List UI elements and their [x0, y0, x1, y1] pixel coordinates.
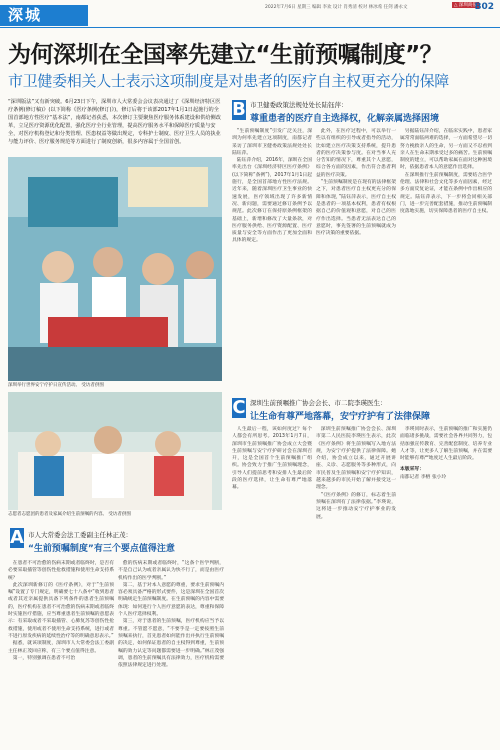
section-a-col2 — [118, 560, 224, 669]
paragraph: 深圳生前预嘱推广协会会长、深圳市第二人民医院李瑛医生表示，此次《医疗条例》将生前预嘱写入地方法规，为安宁疗护提供了法律保障。她介绍，协会成立以来，通过开展讲座、义诊、志愿服务等多种形式，向市民普及生前预嘱和安宁疗护知识，越来越多的市民开始了解并接受这一理念。 — [316, 427, 396, 491]
section-b-col2 — [316, 128, 396, 378]
paragraph: 在患者不可治愈的伤病末期或者临终时，是否有必要采取插管等创伤性抢救措施和使用生命支持系统？ — [8, 561, 114, 581]
paragraph: 人生最后一程，该如何度过？每个人都会有所思考。2013年1月7日，深圳市生前预嘱推广协会成立大会暨生前预嘱与安宁疗护研讨会在深圳召开，这是全国首个生前预嘱推广组织。协会致力于推广生前预嘱理念，引导人们提前思考和安排人生最后阶段的医疗选择，让生命有尊严地落幕。 — [232, 427, 312, 491]
section-b-letter: B — [232, 99, 246, 120]
paragraph: “生前预嘱制度”引发广泛关注，深圳为何率先建立这项制度，南都记者采访了深圳市卫健委政策法规处处长陆钰萍。 — [232, 129, 312, 156]
paragraph: 李瑛同时表示，生前预嘱的推广和实施仍面临诸多挑战，需要社会各界共同努力，包括加强宣传教育、完善配套制度、培养专业人才等，让更多人了解生前预嘱，并在需要时能够有尊严地度过人生最后阶段。 — [400, 427, 492, 462]
paragraph: 在深圳推行生前预嘱制度，需要结合医学伦理、法律和社会文化等多方面因素，经过多方面反复论证，才能在条例中作出相应的规定。陆钰萍表示，下一步将会同相关部门，进一步完善配套措施，推动生前预嘱制度落地实施，切实保障患者的医疗自主权。 — [400, 172, 492, 215]
paragraph: 第二，基于对本人意愿的尊重，要求生前预嘱内容必须具备严格的形式要件，这是深圳在全国首次明确规定生前预嘱制度。在生前预嘱的内容中需要体现：如何进行个人医疗意愿的表达，尊重和保障个人医疗选择权利。 — [118, 582, 224, 618]
photo2-caption: 志愿者志愿团的患者及家属介绍生前预嘱的内容。 受访者供图 — [8, 512, 131, 517]
issue-line: 2022年7月6日 星期三 编辑 李欢 设计 肖秀清 校对 林冰希 任剑 潘永文 — [265, 5, 408, 10]
page-subhead: 市卫健委相关人士表示这项制度是对患者的医疗自主权更充分的保障 — [8, 72, 450, 90]
paragraph: 此外，在医疗过程中，可以举行一些以有组织的引导或者指导的活动，比如建立医疗决策支持系统，提升患者的医疗决策参与度。在对当事人充分告知的情况下，尊重其个人意愿，综合各方面的因素，作出符合患者利益的医疗决策。 — [316, 129, 396, 178]
lead-paragraph: “深圳版法”又有新突破。6月23日下午，深圳市人大常委会会议表决通过了《深圳经济特区医疗条例(修订稿)》(以下简称《医疗条例(修订)》)，修订后将于该部2017年1月1日起施行的全国首部地方性医疗“基本法”，南都记者获悉，本次修订主要聚焦医疗服务体系建设和供给侧改革，立足医疗资源优化配置，强化医疗全行业管理，提高医疗服务水平和保障医疗质量与安全，对医疗机构登记和分类管理、医患权益等做出规定，专科护士制度、医疗卫生人员的执业与能力评价、医疗服务规范等方面进行了制度创新，很多内容属于全国首创。 — [8, 99, 221, 145]
photo-volunteers — [8, 392, 222, 510]
paragraph: “生前预嘱制度是在现有的法律框架之下，对患者医疗自主权更充分的保障和体现，”陆钰萍表示，医疗自主权是患者的一项基本权利，患者有权根据自己的价值观和意愿，对自己的医疗作出选择。当患者无法表达自己的意愿时，事先签署的生前预嘱就成为医疗决策的重要依据。 — [316, 180, 396, 237]
photo-awareness-event — [8, 157, 222, 381]
masthead — [0, 0, 500, 30]
page-number: B02 — [474, 2, 494, 12]
section-c-col2 — [316, 426, 396, 742]
section-a-kicker: 市人大常委会法工委副主任林正茂： — [28, 531, 132, 539]
photo1-caption: 深圳举行世界安宁疗护日宣传活动。 受访者供图 — [8, 383, 104, 388]
section-c-col1 — [232, 426, 312, 742]
section-b-col1 — [232, 128, 312, 378]
paragraph: 据悉，就该项制度，深圳市人大常委会法工委副主任林正茂回应称，有三个要点值得注意。 — [8, 641, 114, 654]
section-c-title: 让生命有尊严地落幕，安宁疗护有了法律保障 — [250, 412, 431, 422]
paragraph: 另据陆钰萍介绍，在临床实践中，患者家属常常面临两难的选择，一方面希望尽一切努力挽救亲人的生命，另一方面又不忍看到亲人在生命末期承受过多的痛苦。生前预嘱制度的建立，可以帮助家属在面对这种困境时，依据患者本人的意愿作出选择。 — [400, 129, 492, 171]
section-flag: 深城 — [0, 5, 88, 26]
section-c-letter: C — [232, 397, 246, 418]
section-c-heading — [250, 398, 430, 422]
section-a-heading — [28, 530, 175, 554]
paragraph: “《医疗条例》的修订，标志着生前预嘱在深圳有了法律依据。”李瑛说，这将进一步推动安宁疗护事业的发展。 — [316, 492, 396, 520]
byline-label: 本版采写： — [400, 467, 424, 473]
paragraph: 陆钰萍介绍，2016年，深圳在全国率先出台《深圳经济特区医疗条例》(以下简称“条例”)，2017年1月1日起施行，是全国首部地方性医疗法规。近年来，随着深圳医疗卫生事业的快速发展，医疗领域出现了许多新情况、新问题，需要通过修订条例予以规范。此次修订在保持原条例框架的基础上，新增和修改了大量条款，对医疗服务供给、医疗资源配置、医疗质量与安全等方面作出了更加全面和具体的规定。 — [232, 158, 312, 244]
byline — [400, 466, 492, 481]
paper-badge: △ 深圳商报 — [454, 3, 477, 8]
section-a-col1 — [8, 560, 114, 662]
section-c-col3 — [400, 426, 492, 742]
paragraph: 此次深圳新修订的《医疗条例》，对于“生前预嘱”设置了专门规定，明确要七十八条中“收到患者或者其近亲属提供具备下列条件的患者生前预嘱的，医疗机构在患者不可治愈的伤病末期或者临终时实施医疗措施，应当尊重患者生前预嘱的意愿表示：有采取或者不采取插管、心肺复苏等创伤性抢救措施，使用或者不使用生命支持系统，进行或者不进行原发疾病的延续性治疗等的明确意思表示。” — [8, 582, 114, 639]
paragraph: 愈的伤病末期或者临终时，“这条个医学判断，不是自己认为或者亲属认为快不行了，而是由医疗机构作出的医学判断。” — [118, 561, 224, 581]
paragraph: 第三，对于患者的生前预嘱，医疗机构应当予以尊重。不管愿不愿意，“不要乎是一定要按照生前预嘱来执行，首先患者如何能作出并执行生前预嘱的决定，如何保证患者的自主权得到尊重，生前预嘱的效力认定等问题都需要进一步明确。”林正茂强调，患者的生前预嘱具有法律效力，医疗机构需要依照法律规定进行处理。 — [118, 619, 224, 669]
photo-awareness-event-image — [8, 157, 222, 381]
section-a-letter: A — [10, 527, 24, 548]
photo-volunteers-image — [8, 392, 222, 510]
paragraph: 第一，特别强调在患者不可治 — [12, 655, 76, 661]
section-b-col3 — [400, 128, 492, 378]
section-b-heading — [250, 100, 439, 124]
byline-names: 南都记者 李榕 张小玲 — [400, 474, 447, 480]
section-a-title: “生前预嘱制度”有三个要点值得注意 — [28, 544, 175, 554]
section-c-kicker: 深圳生前预嘱推广协会会长、市二院李瑛医生： — [250, 399, 387, 407]
section-b-title: 尊重患者的医疗自主选择权，化解亲属选择困境 — [250, 114, 440, 124]
section-b-kicker: 市卫健委政策法规处处长陆钰萍： — [250, 101, 348, 109]
masthead-rule — [0, 27, 500, 28]
page-headline: 为何深圳在全国率先建立“生前预嘱制度”？ — [8, 42, 443, 68]
